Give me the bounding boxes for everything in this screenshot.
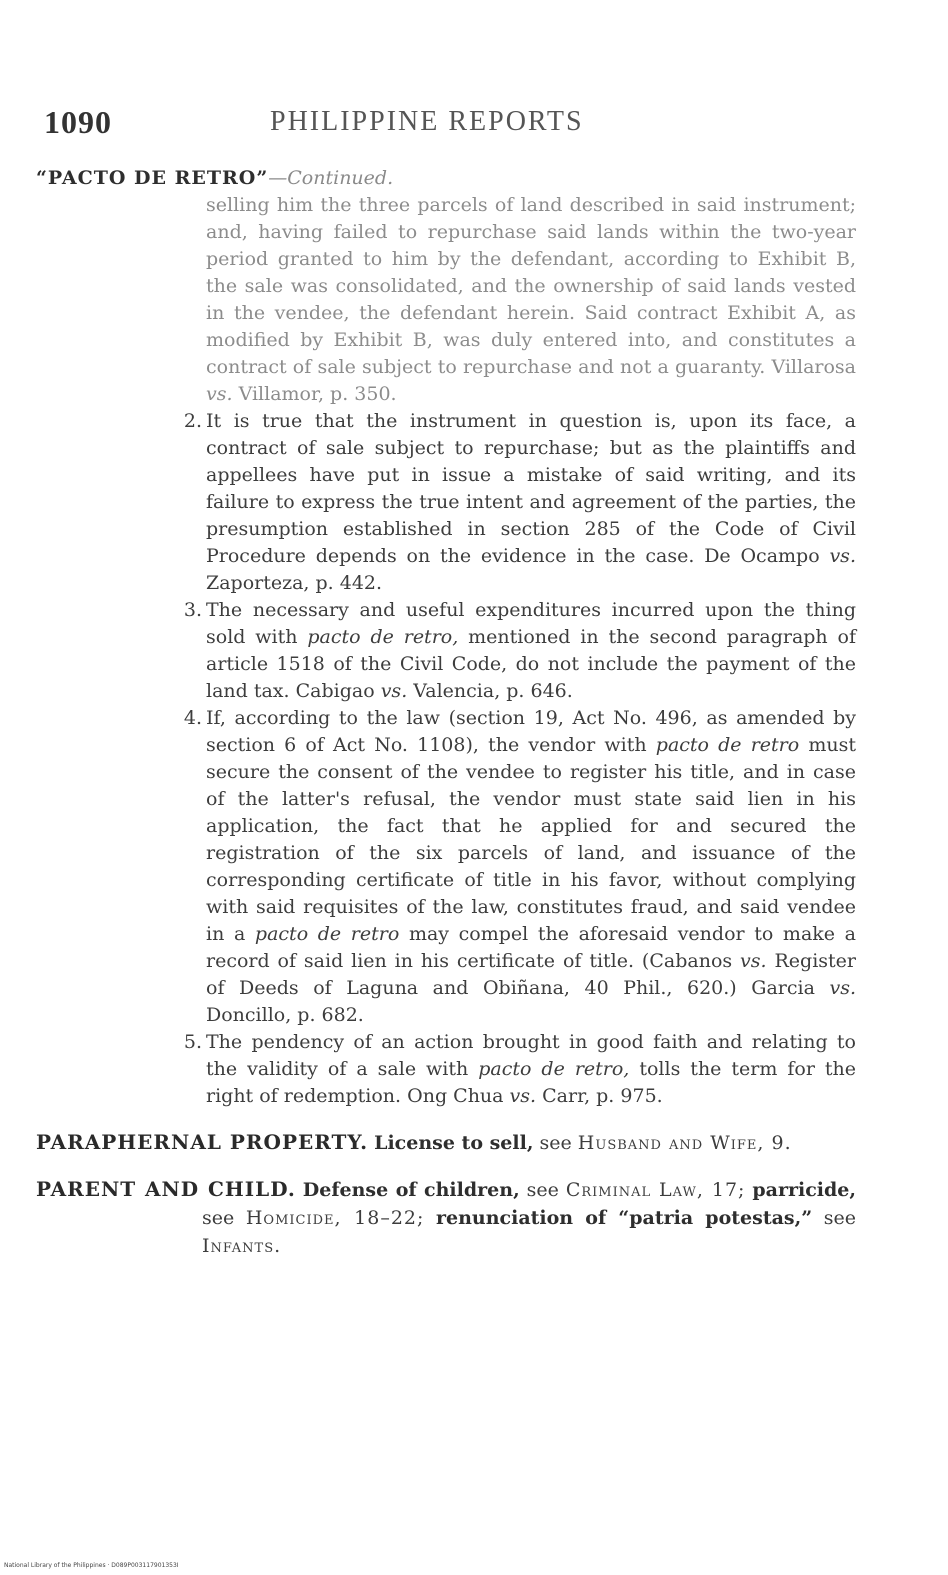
citation-party-b: Carr, p. 975.	[542, 1085, 663, 1107]
cross-reference: Husband and Wife, 9.	[577, 1132, 792, 1154]
entry-subject: renunciation of “patria potestas,”	[436, 1207, 813, 1229]
item-italic: pacto de retro,	[478, 1058, 630, 1080]
cross-reference: Criminal Law, 17;	[565, 1179, 746, 1201]
item-text: The pendency of an action brought in good faith and relating to the validity of a sale with	[206, 1031, 856, 1080]
entry-pacto-de-retro	[36, 165, 856, 192]
item-number: 3.	[183, 599, 202, 621]
see-label: see	[526, 1179, 559, 1201]
item-text: tolls the term for the right of redemption.	[206, 1058, 857, 1107]
list-item	[183, 705, 856, 1029]
citation-party-a: Cabigao	[295, 680, 375, 702]
item-text: The necessary and useful expenditures incurred upon the thing sold with	[206, 599, 856, 648]
entry-subject: parricide,	[752, 1179, 856, 1201]
citation-party-a: Ong Chua	[407, 1085, 504, 1107]
cross-reference: Homicide, 18–22;	[245, 1207, 425, 1229]
item-italic: pacto de retro,	[307, 626, 459, 648]
item-italic: pacto de retro	[655, 734, 800, 756]
continuation-text: selling him the three parcels of land described in said instrument; and, having failed to repurchase said lands within the two-year period granted to him by the defendant, according to Exhibit B, the sale was consolidated, and the ownership of said lands vested in the vendee, the defendant herein. Said contract Exhibit A, as modified by Exhibit B, was duly entered into, and constitutes a contract of sale subject to repurchase and not a guaranty.	[206, 194, 856, 378]
item-text: mentioned in the second paragraph of article 1518 of the Civil Code, do not include the payment of the land tax.	[206, 626, 857, 702]
running-title: PHILIPPINE REPORTS	[270, 106, 584, 137]
list-item	[183, 408, 856, 597]
item-text: Register of Deeds of Laguna and Obiñana, 40 Phil., 620.) Garcia	[206, 950, 856, 999]
see-label: see	[823, 1207, 856, 1229]
entry-subject: License to sell,	[374, 1132, 534, 1154]
see-label: see	[202, 1207, 235, 1229]
entry-subject: Defense of children,	[302, 1179, 520, 1201]
page-body	[36, 165, 856, 1260]
scan-footer: National Library of the Philippines · D089P003117901353I	[4, 1562, 179, 1569]
entry-parent-and-child	[36, 1175, 856, 1260]
entry-headword: PARENT AND CHILD.	[36, 1177, 296, 1201]
pacto-heading: “PACTO DE RETRO”	[36, 167, 269, 189]
citation-party-a: Villarosa	[771, 356, 856, 378]
item-number: 2.	[183, 410, 202, 432]
list-item	[183, 1029, 857, 1110]
item-text: must secure the consent of the vendee to register his title, and in case of the latter's refusal, the vendor must state said lien in his application, the fact that he applied for and secured the registration of the six parcels of land, and issuance of the corresponding certificate of title in his favor, without complying with said requisites of the law, constitutes fraud, and said vendee in a	[206, 734, 856, 945]
citation-vs: vs.	[829, 545, 856, 567]
entry-paraphernal-property	[36, 1128, 856, 1157]
citation-vs: vs.	[740, 950, 767, 972]
continued-label: —Continued.	[268, 167, 394, 189]
item-text: If, according to the law (section 19, Act No. 496, as amended by section 6 of Act No. 1108), the vendor with	[206, 707, 856, 756]
citation-vs: vs.	[206, 383, 233, 405]
item-number: 4.	[183, 707, 202, 729]
item-italic: pacto de retro	[254, 923, 400, 945]
cross-reference: Infants.	[202, 1235, 282, 1257]
continuation-paragraph	[206, 192, 856, 408]
item-text: Doncillo, p. 682.	[206, 1004, 364, 1026]
item-text: may compel the aforesaid vendor to make a record of said lien in his certificate of title. (Cabanos	[206, 923, 856, 972]
item-number: 5.	[183, 1031, 202, 1053]
citation-vs: vs.	[829, 977, 856, 999]
list-item	[183, 597, 857, 705]
page-number: 1090	[44, 104, 112, 140]
citation-party-b: Villamor, p. 350.	[238, 383, 397, 405]
citation-party-b: Valencia, p. 646.	[413, 680, 573, 702]
entry-headword: PARAPHERNAL PROPERTY.	[36, 1130, 369, 1154]
citation-party-b: Zaporteza, p. 442.	[206, 572, 383, 594]
citation-party-a: De Ocampo	[704, 545, 820, 567]
see-label: see	[539, 1132, 572, 1154]
item-text: It is true that the instrument in question is, upon its face, a contract of sale subject to repurchase; but as the plaintiffs and appellees have put in issue a mistake of said writing, and its failure to express the true intent and agreement of the parties, the presumption established in section 285 of the Code of Civil Procedure depends on the evidence in the case.	[206, 410, 856, 567]
citation-vs: vs.	[380, 680, 408, 702]
citation-vs: vs.	[509, 1085, 537, 1107]
